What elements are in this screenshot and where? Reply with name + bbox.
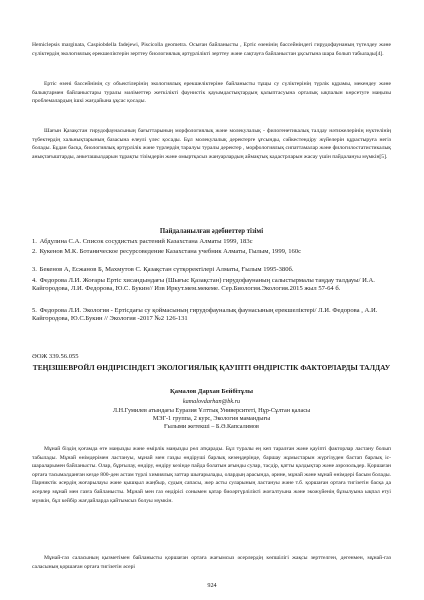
reference-text: Федорова Л.И. Экология - Ертісдағы су қоймасының гирудофауналық фаунасының ерекшеліктері/ Л.И. Федорова , А.И. Кайгородова, Ю.С.Букин // Экология -2017 №2 126-131 bbox=[32, 307, 378, 323]
page-number: 924 bbox=[207, 582, 217, 589]
article-title: ТЕҢІЗШЕВРОЙЛ ӨНДІРІСІНДЕГІ ЭКОЛОГИЯЛЫҚ ҚАУІПТІ ӨНДІРІСТІК ФАКТОРЛАРДЫ ТАЛДАУ bbox=[32, 363, 391, 372]
reference-number: 5. bbox=[32, 307, 37, 314]
reference-item bbox=[32, 307, 391, 324]
paragraph-species-list: Hemiclepsis marginata, Caspiobdella fadejewi, Piscicolla geometra. Осыған байланысты , Ертіс өзенінің бассейніндегі гирудофаунаның түтелдеу және сүліктердің экологиялық ерекшеліктерін зерттеу биологиялық әртүрлілікті зерттеу және сақтауға байланыстан ұқсытына шара болып табылады[4]. bbox=[32, 42, 391, 57]
reference-number: 3. bbox=[32, 266, 37, 273]
reference-text: Абдулина С.А. Список сосудистых растений Казахстана Алматы 1999, 183с bbox=[39, 238, 253, 245]
reference-text: Кукенов М.К. Ботаническое ресурсоведение Казахстана учебник Алматы, Гылым, 1999, 160с bbox=[39, 248, 302, 255]
affiliation-supervisor: Ғылыми жетекші – Б.Ә.Капсалимов bbox=[164, 423, 259, 431]
paragraph-analysis: Шағын Қазақстан гирудофаунасының бағыттарының морфологиялық және молекулалық - филогенетикалық талдау нәтижелерінің нүктелінің түбектердің хальнықтарының базасына елеулі үлес қосады. Бұл молекулалық деректерге ұғсынды, сәйкестендіру жүйелерін құрастыруға негіз болады. Бұдан басқа, биологиялық әртүрлілік және түрлердің таралуы туралы деректер , морфологиялық сипаттамалар және филогилостатистикалық анықтағыштарды, анкеташылдарын тұрақты тізімдерін және омыртқасыз жануарлардың аймақтық кадастрларын жасау үшін пайдалануы мүмкін[5]. bbox=[32, 128, 391, 160]
paragraph-body-1: Мұнай біздің қоғамда өте маңызды және өмірлік маңызды рөл атқарады. Бұл туралы ең кеп таралған және қауіпті факторлар ластану болып табылады. Мұнай өнімдерімен ластануы, мұнай мен газды өндіруші барлық кезеңдерінде, баршау жұмыстарын жүргізуден бастап барлық іс-шараларымен байланысты. Олар, бұрғылау, өндіру, өндіру кезінде пайда болатын ағынды сулар, тасдір, қатты қалдықтар және аэрозольдер. Қоршаған ортаға тасымалданған кезде 800-ден астам түрлі химиялық заттар шығарылады, олардың арасында, әрине, мұнай және мұнай өнімдері басым болады. Парниктік әсердің жоғарылауы және қышқыл жаңбыр, судың сапасы, жер асты суларының ластануы және т.б. қоршаған ортаға тигізетін басқа да әсерлер мұнай мен газға байланысты. Мұнай мен газ өндірісі сонымен қатар биоәртүрлілікті жоғалтуына және экожүйенің бұзылуына ықпал етуі мүмкін, бұл кейбір жағдайларда қайтымсыз болуы мүмкін. bbox=[32, 446, 392, 504]
paragraph-ecology: Ертіс өзені бассейнінің су объектілерінің экологиялық ерекшеліктеріне байланысты тұщы су сүліктерінің түрлік құрамы, мекендеу және балықтармен байланыстары туралы мәліметтер жеткілікті фаунистік қауымдастықтардың қалыптасуына орталық ықпалын көрсетуге маңызы проблемалардың ішкі жағдайына ұқсас қосады. bbox=[32, 81, 391, 105]
affiliation-university: Л.Н.Гумилев атындағы Еуразия Ұлттық Университеті, Нұр-Сұлтан қаласы bbox=[112, 407, 311, 414]
affiliation-group: МЭГ-1 группа, 2 курс, Экология мамандығы bbox=[152, 415, 271, 423]
reference-number: 2. bbox=[32, 248, 37, 255]
reference-item bbox=[32, 266, 391, 274]
paragraph-body-2: Мұнай-газ саласының қызметімен байланысты қоршаған ортаға жағымсыз әсерлердің көпшілігі жақсы зерттелген, дегенмен, мұнай-газ саласының қоршаған ортаға тигізетін әсері bbox=[32, 555, 391, 570]
author-affiliation bbox=[32, 407, 391, 432]
reference-number: 4. bbox=[32, 277, 37, 284]
reference-item bbox=[32, 238, 391, 246]
reference-text: Федорова Л.И. Жоғары Ертіс хисандындағы (Шығыс Қазақстан) гирудофаунаның салыстырмалы таңдау талдауы/ И.А. Кайгородова, Л.И. Федорова, Ю.С. Букин// Изв Иркут.мем.мекеме. Сер.Биология.Экология.2015 жыл 57-64 б. bbox=[32, 277, 375, 293]
reference-item bbox=[32, 248, 391, 256]
author-email: kamalovdarhan@bk.ru bbox=[182, 398, 241, 405]
references-heading: Пайдаланылған әдебиеттер тізімі bbox=[159, 228, 264, 235]
udk-code: ӘОЖ 339.56.055 bbox=[32, 353, 79, 360]
reference-number: 1. bbox=[32, 238, 37, 245]
reference-text: Бекенов А, Есжанов Б, Махмутов С. Қазақстан сүтқоректілері Алматы, Ғылым 1995-380б. bbox=[39, 266, 294, 273]
author-name: Қамалов Дархан Бейбітұлы bbox=[170, 388, 253, 395]
reference-item bbox=[32, 277, 391, 294]
